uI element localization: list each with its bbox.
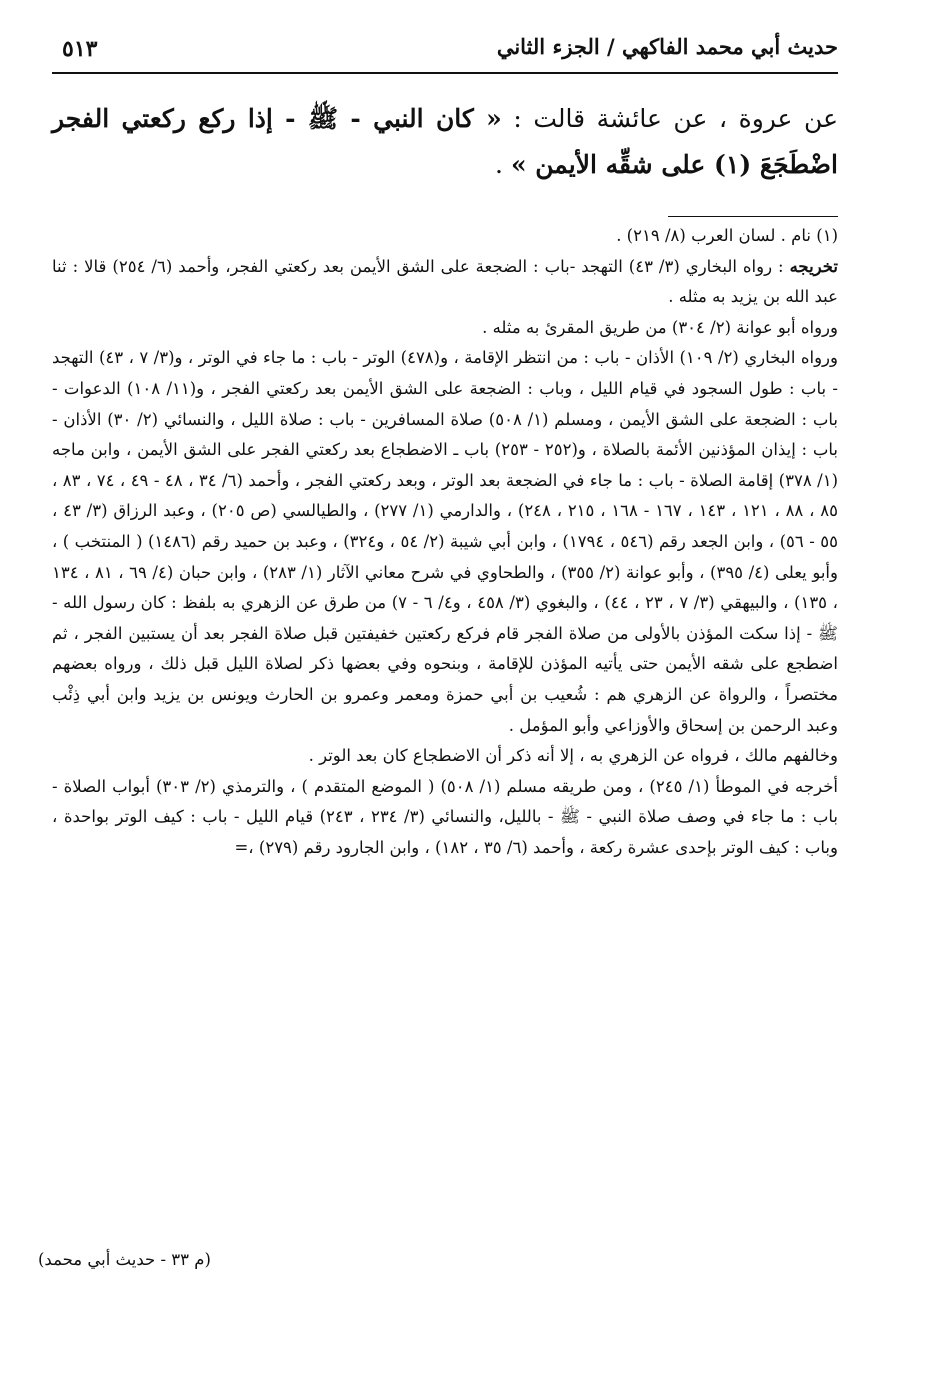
takhrij-label: تخريجه: [789, 256, 839, 276]
running-title: حديث أبي محمد الفاكهي / الجزء الثاني: [496, 34, 838, 59]
page-number: ٥١٣: [62, 36, 98, 62]
takhrij-paragraph: [52, 252, 838, 313]
footnote-1: (١) نام . لسان العرب (٨/ ٢١٩) .: [616, 226, 838, 245]
footnote-paragraph-3: ورواه البخاري (٢/ ١٠٩) الأذان - باب : من انتظر الإقامة ، و(٤٧٨) الوتر - باب : ما جاء في الوتر ، و(٣/ ٧ ، ٤٣) التهجد - باب : طول السجود في قيام الليل ، وباب : الضجعة على الشق الأيمن بعد ركعتي الفجر ، و(١١/ ١٠٨) الدعوات - باب : الضجعة على الشق الأيمن ، ومسلم (١/ ٥٠٨) صلاة المسافرين - باب : صلاة الليل ، والنسائي (٢/ ٣٠) الأذان - باب : إيذان المؤذنين الأئمة بالصلاة ، و(٢٥٢ - ٢٥٣) باب ـ الاضطجاع بعد ركعتي الفجر على الشق الأيمن ، وابن ماجه (١/ ٣٧٨) إقامة الصلاة - باب : ما جاء في الضجعة بعد الوتر ، وبعد ركعتي الفجر ، وأحمد (٦/ ٣٤ ، ٤٨ - ٤٩ ، ٧٤ ، ٨٣ ، ٨٥ ، ٨٨ ، ١٢١ ، ١٤٣ ، ١٦٧ - ١٦٨ ، ٢١٥ ، ٢٤٨) ، والدارمي (١/ ٢٧٧) ، والطيالسي (ص ٢٠٥) ، وعبد الرزاق (٣/ ٤٣ ، ٥٥ - ٥٦) ، وابن الجعد رقم (٥٤٦ ، ١٧٩٤) ، وابن أبي شيبة (٢/ ٥٤ ، و٣٢٤) ، وعبد بن حميد رقم (١٤٨٦) ( المنتخب ) ، وأبو يعلى (٤/ ٣٩٥) ، وأبو عوانة (٢/ ٣٥٥) ، والطحاوي في شرح معاني الآثار (١/ ٢٨٣) ، وابن حبان (٤/ ٦٩ ، ٨١ ، ١٣٤ ، ١٣٥) ، والبيهقي (٣/ ٧ ، ٢٣ ، ٤٤) ، والبغوي (٣/ ٤٥٨ ، و٤/ ٦ - ٧) من طرق عن الزهري به بلفظ : كان رسول الله - ﷺ - إذا سكت المؤذن بالأولى من صلاة الفجر قام فركع ركعتين خفيفتين قبل صلاة الفجر بعد أن يستبين الفجر ، ثم اضطجع على شقه الأيمن حتى يأتيه المؤذن للإقامة ، وبنحوه وفي بعضها ذكر لصلاة الليل قبل ذلك ، ورواه بعضهم مختصراً ، والرواة عن الزهري هم : شُعيب بن أبي حمزة ومعمر وعمرو بن الحارث ويونس بن يزيد وابن أبي ذِئْب وعبد الرحمن بن إسحاق والأوزاعي وأبو المؤمل .: [52, 348, 839, 735]
signature-mark: (م ٣٣ - حديث أبي محمد): [38, 1250, 211, 1269]
main-hadith-text: [52, 96, 838, 188]
takhrij-text: : رواه البخاري (٣/ ٤٣) التهجد -باب : الضجعة على الشق الأيمن بعد ركعتي الفجر، وأحمد (٦/ ٢٥٤) قالا : ثنا عبد الله بن يزيد به مثله .: [52, 256, 838, 307]
footnote-paragraph-5: أخرجه في الموطأ (١/ ٢٤٥) ، ومن طريقه مسلم (١/ ٥٠٨) ( الموضع المتقدم ) ، والترمذي (٢/ ٣٠٣) أبواب الصلاة - باب : ما جاء في وصف صلاة النبي - ﷺ - بالليل، والنسائي (٣/ ٢٣٤ ، ٢٤٣) قيام الليل - باب : كيف الوتر بواحدة ، وباب : كيف الوتر بإحدى عشرة ركعة ، وأحمد (٦/ ٣٥ ، ١٨٢) ، وابن الجارود رقم (٢٧٩) ،=: [52, 776, 838, 857]
footnotes: [52, 221, 838, 863]
page-header: [52, 22, 838, 74]
hadith-quote: « كان النبي - ﷺ - إذا ركع ركعتي الفجر اضْطَجَعَ (١) على شقِّه الأيمن »: [52, 104, 838, 179]
footnote-divider: [668, 216, 838, 217]
book-page: [52, 22, 838, 1362]
hadith-end: .: [495, 150, 511, 179]
footnote-paragraph-4: وخالفهم مالك ، فرواه عن الزهري به ، إلا أنه ذكر أن الاضطجاع كان بعد الوتر .: [308, 746, 838, 766]
footnote-paragraph-2: ورواه أبو عوانة (٢/ ٣٠٤) من طريق المقرئ به مثله .: [482, 317, 838, 337]
hadith-intro: عن عروة ، عن عائشة قالت :: [501, 104, 838, 133]
